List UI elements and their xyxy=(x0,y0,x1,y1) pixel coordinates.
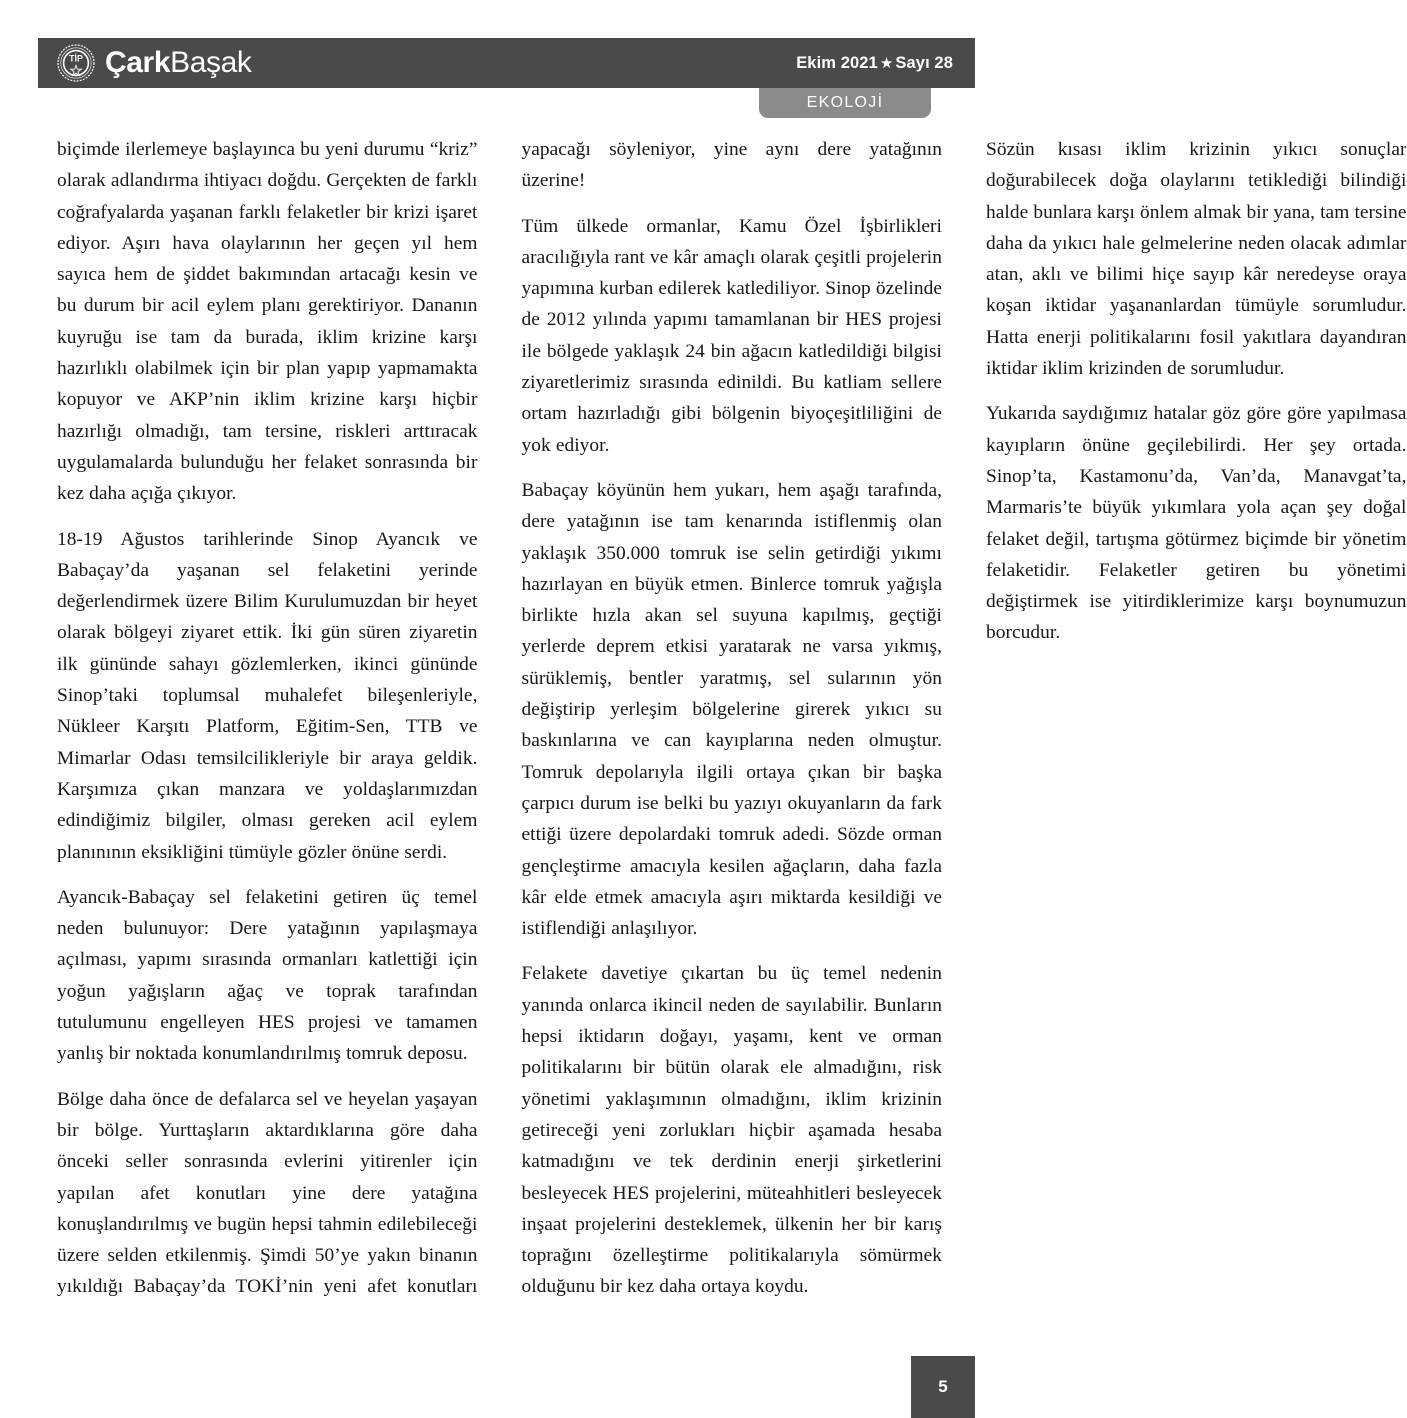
masthead-bar xyxy=(38,38,975,88)
brand-title-regular: Başak xyxy=(170,46,252,79)
svg-text:TİP: TİP xyxy=(69,53,83,64)
paragraph: biçimde ilerlemeye başlayınca bu yeni durumu “kriz” olarak adlandırma ihtiyacı doğdu. Gerçekten de farklı coğrafyalarda yaşanan farklı felaketler bir krizi işaret ediyor. Aşırı hava olaylarının her geçen yıl hem sayıca hem de şiddet bakımından artacağı kesin ve bu durum bir acil eylem planı gerektiriyor. Dananın kuyruğu ise tam da burada, iklim krizine karşı hazırlıklı olabilmek için bir plan yapıp yapmamakta kopuyor ve AKP’nin iklim krizine karşı hiçbir hazırlığı olmadığı, tam tersine, riskleri arttıracak uygulamalarda bulunduğu her felaket sonrasında bir kez daha açığa çıkıyor. xyxy=(57,139,478,505)
paragraph: Sözün kısası iklim krizinin yıkıcı sonuçlar doğurabilecek doğa olaylarını tetiklediği bilindiği halde bunlara karşı önlem almak bir yana, tam tersine daha da yıkıcı hale gelmelerine neden olacak adımlar atan, aklı ve bilimi hiçe sayıp kâr neredeyse oraya koşan iktidar yaşananlardan tümüyle sorumludur. Hatta enerji politikalarını fosil yakıtlara dayandıran iktidar iklim krizinden de sorumludur. xyxy=(986,139,1407,380)
brand-title xyxy=(105,48,252,78)
paragraph: 18-19 Ağustos tarihlerinde Sinop Ayancık ve Babaçay’da yaşanan sel felaketini yerinde değerlendirmek üzere Bilim Kurulumuzdan bir heyet olarak bölgeyi ziyaret ettik. İki gün süren ziyaretin ilk gününde sahayı gözlemlerken, ikinci gününde Sinop’taki toplumsal muhalefet bileşenleriyle, Nükleer Karşıtı Platform, Eğitim-Sen, TTB ve Mimarlar Odası temsilcilikleriyle bir araya geldik. Karşımıza çıkan manzara ve yoldaşlarımızdan edindiğimiz bilgiler, olması gereken acil eylem planınının eksikliğini tümüyle gözler önüne serdi. xyxy=(57,528,478,863)
paragraph: Yukarıda saydığımız hatalar göz göre göre yapılmasa kayıpların önüne geçilebilirdi. Her şey ortada. Sinop’ta, Kastamonu’da, Van’da, Manavgat’ta, Marmaris’te büyük yıkımlara yola açan şey doğal felaket değil, tartışma götürmez biçimde bir yönetim felaketidir. Felaketler getiren bu yönetimi değiştirmek ise yitirdiklerimize karşı boynumuzun borcudur. xyxy=(986,403,1407,644)
article-body xyxy=(57,134,1407,1344)
paragraph: Bölge daha önce de defalarca sel ve heyelan yaşayan bir bölge. Yurttaşların aktardıklarına göre daha önceki seller sonrasında evlerini yitirenler için yapılan afet konutları yine dere yatağına konuşlandırılmış ve bugün hepsi tahmin edilebileceği üzere selden etkilenmiş. Şimdi 50’ye yakın binanın yıkıldığı Babaçay’da TOKİ’nin yeni afet konutları yapacağı söyleniyor, yine aynı dere yatağının üzerine! xyxy=(57,139,942,1298)
paragraph: Felakete davetiye çıkartan bu üç temel nedenin yanında onlarca ikincil neden de sayılabilir. Bunların hepsi iktidarın doğayı, yaşamı, kent ve orman politikalarını bir bütün olarak ele almadığını, risk yönetimi yaklaşımının olmadığını, iklim krizinin getireceği yeni zorlukları hiçbir aşamada hesaba katmadığını ve tek derdinin enerji şirketlerini besleyecek HES projelerini, müteahhitleri besleyecek inşaat projelerini desteklemek, ülkenin her bir karış toprağını özelleştirme politikalarıyla sömürmek olduğunu bir kez daha ortaya koydu. xyxy=(521,963,942,1298)
star-icon: ★ xyxy=(879,54,894,72)
page-number: 5 xyxy=(911,1356,975,1418)
issue-info xyxy=(796,54,953,73)
brand-title-bold: Çark xyxy=(105,46,171,79)
section-badge: EKOLOJİ xyxy=(759,88,931,118)
paragraph: Tüm ülkede ormanlar, Kamu Özel İşbirlikleri aracılığıyla rant ve kâr amaçlı olarak çeşitli projelerin yapımına kurban edilerek katlediliyor. Sinop özelinde de 2012 yılında yapımı tamamlanan bir HES projesi ile bölgede yaklaşık 24 bin ağacın katledildiği bilgisi ziyaretlerimiz sırasında edinildi. Bu katliam sellere ortam hazırladığı gibi bölgenin biyoçeşitliliğini de yok ediyor. xyxy=(521,215,942,456)
brand xyxy=(56,43,252,83)
paragraph: Ayancık-Babaçay sel felaketini getiren üç temel neden bulunuyor: Dere yatağının yapılaşmaya açılması, yapımı sırasında ormanları katlettiği için yoğun yağışların ağaç ve toprak tarafından tutulumunu engelleyen HES projesi ve tamamen yanlış bir noktada konumlandırılmış tomruk deposu. xyxy=(57,886,478,1065)
issue-number: Sayı 28 xyxy=(895,53,953,72)
issue-date: Ekim 2021 xyxy=(796,53,878,72)
tip-party-emblem-icon xyxy=(56,43,96,83)
paragraph: Babaçay köyünün hem yukarı, hem aşağı tarafında, dere yatağının ise tam kenarında istiflenmiş olan yaklaşık 350.000 tomruk ise selin getirdiği yıkımı hazırlayan en büyük etmen. Binlerce tomruk yağışla birlikte hızla akan sel suyuna kapılmış, geçtiği yerlerde deprem etkisi yaratarak ne varsa yıkmış, sürüklemiş, bentler yaratmış, sel sularının yön değiştirip yerleşim bölgelerine girerek yıkıcı su baskınlarına ve can kayıplarına neden olmuştur. Tomruk depolarıyla ilgili ortaya çıkan bir başka çarpıcı durum ise belki bu yazıyı okuyanların da fark ettiği üzere depolardaki tomruk adedi. Sözde orman gençleştirme amacıyla kesilen ağaçların, daha fazla kâr elde etmek amacıyla aşırı miktarda kesildiği ve istiflendiği anlaşılıyor. xyxy=(521,479,942,940)
